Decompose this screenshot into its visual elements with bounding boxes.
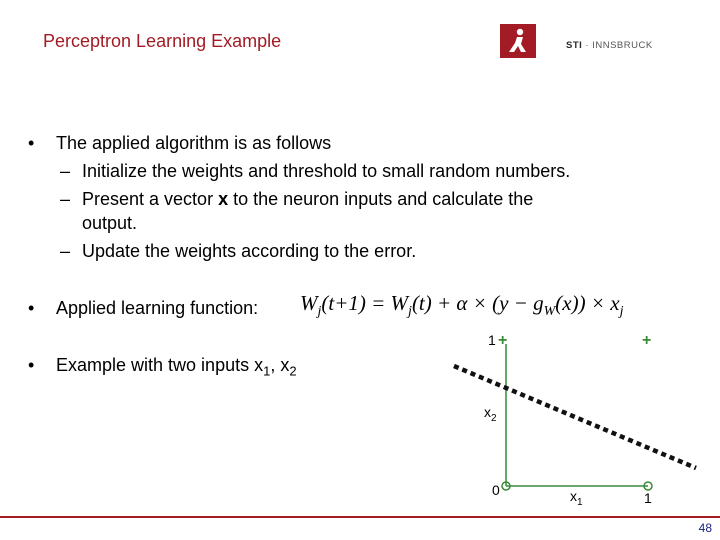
bullet-algorithm: • The applied algorithm is as follows [28,133,332,153]
slide-title: Perceptron Learning Example [43,31,282,51]
sub-bullet-present: – Present a vector x to the neuron inputs and calculate the output. [60,189,534,233]
bullet-algorithm-text: The applied algorithm is as follows [56,133,332,153]
logo-sti: STI [566,40,583,51]
label-x1: $x_1$ [570,488,583,508]
label-y-one: 1 [488,332,496,348]
page-number: 48 [698,521,712,535]
learning-formula: $W_j(t+1) = W_j(t) + \alpha \times (y - g_W(x)) \times x_j$ [300,291,624,320]
sub-bullet-initialize-text: Initialize the weights and threshold to small random numbers. [82,161,571,181]
plus-point-top-left: + [498,332,508,349]
plus-point-top-right: + [642,332,652,349]
sub-bullet-initialize: – Initialize the weights and threshold to small random numbers. [60,161,571,181]
label-x-one: 1 [644,490,652,506]
bullet-learning-function: • Applied learning function: [28,298,259,318]
sub-bullet-present-text-cont: output. [82,213,138,233]
label-origin: 0 [492,482,500,498]
logo-name: INNSBRUCK [592,40,653,51]
sub-bullet-present-text-post: to the neuron inputs and calculate the [228,189,534,209]
label-x2: $x_2$ [484,404,497,424]
sub-bullet-update-text: Update the weights according to the error. [82,241,417,261]
logo-separator: · [582,40,593,51]
sti-innsbruck-logo [500,22,670,62]
perceptron-diagram [440,330,720,510]
bullet-example-text: Example with two inputs $x_1$, $x_2$ [56,355,297,379]
logo-text [566,40,653,51]
bullet-example: • Example with two inputs $x_1$, $x_2$ [28,355,297,379]
logo-mark-icon [500,24,536,58]
vector-x: x [218,189,229,209]
sub-bullet-present-text-pre: Present a vector [82,189,219,209]
sub-bullet-update: – Update the weights according to the error. [60,241,417,261]
bullet-learning-function-text: Applied learning function: [56,298,259,318]
footer-divider [0,516,720,518]
